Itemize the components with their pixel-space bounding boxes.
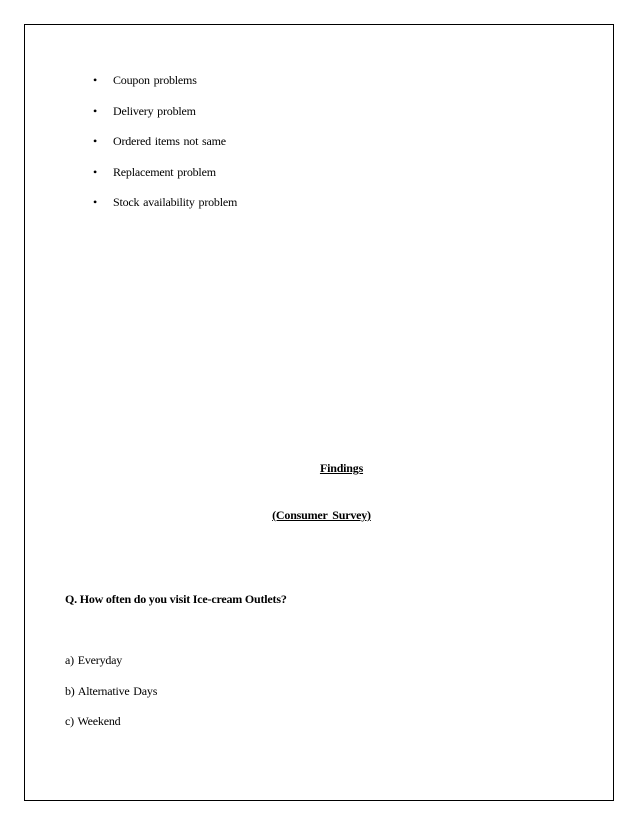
bullet-icon: • (93, 195, 98, 209)
bullet-icon: • (93, 164, 98, 179)
bullet-icon: • (93, 103, 98, 118)
list-item-text: Replacement problem (113, 164, 216, 179)
list-item-text: Delivery problem (113, 103, 196, 118)
list-item-text: Stock availability problem (113, 195, 238, 209)
answer-options (65, 652, 157, 744)
consumer-survey-subheading: (Consumer Survey) (272, 508, 371, 522)
list-item-text: Ordered items not same (113, 134, 226, 148)
answer-option: c) Weekend (65, 714, 121, 728)
answer-option: b) Alternative Days (65, 683, 158, 698)
bullet-icon: • (93, 73, 98, 87)
findings-heading: Findings (319, 461, 364, 475)
bullet-icon: • (93, 134, 98, 148)
answer-option: a) Everyday (65, 653, 123, 667)
list-item-text: Coupon problems (113, 73, 197, 87)
survey-question: Q. How often do you visit Ice-cream Outlets? (65, 592, 287, 606)
